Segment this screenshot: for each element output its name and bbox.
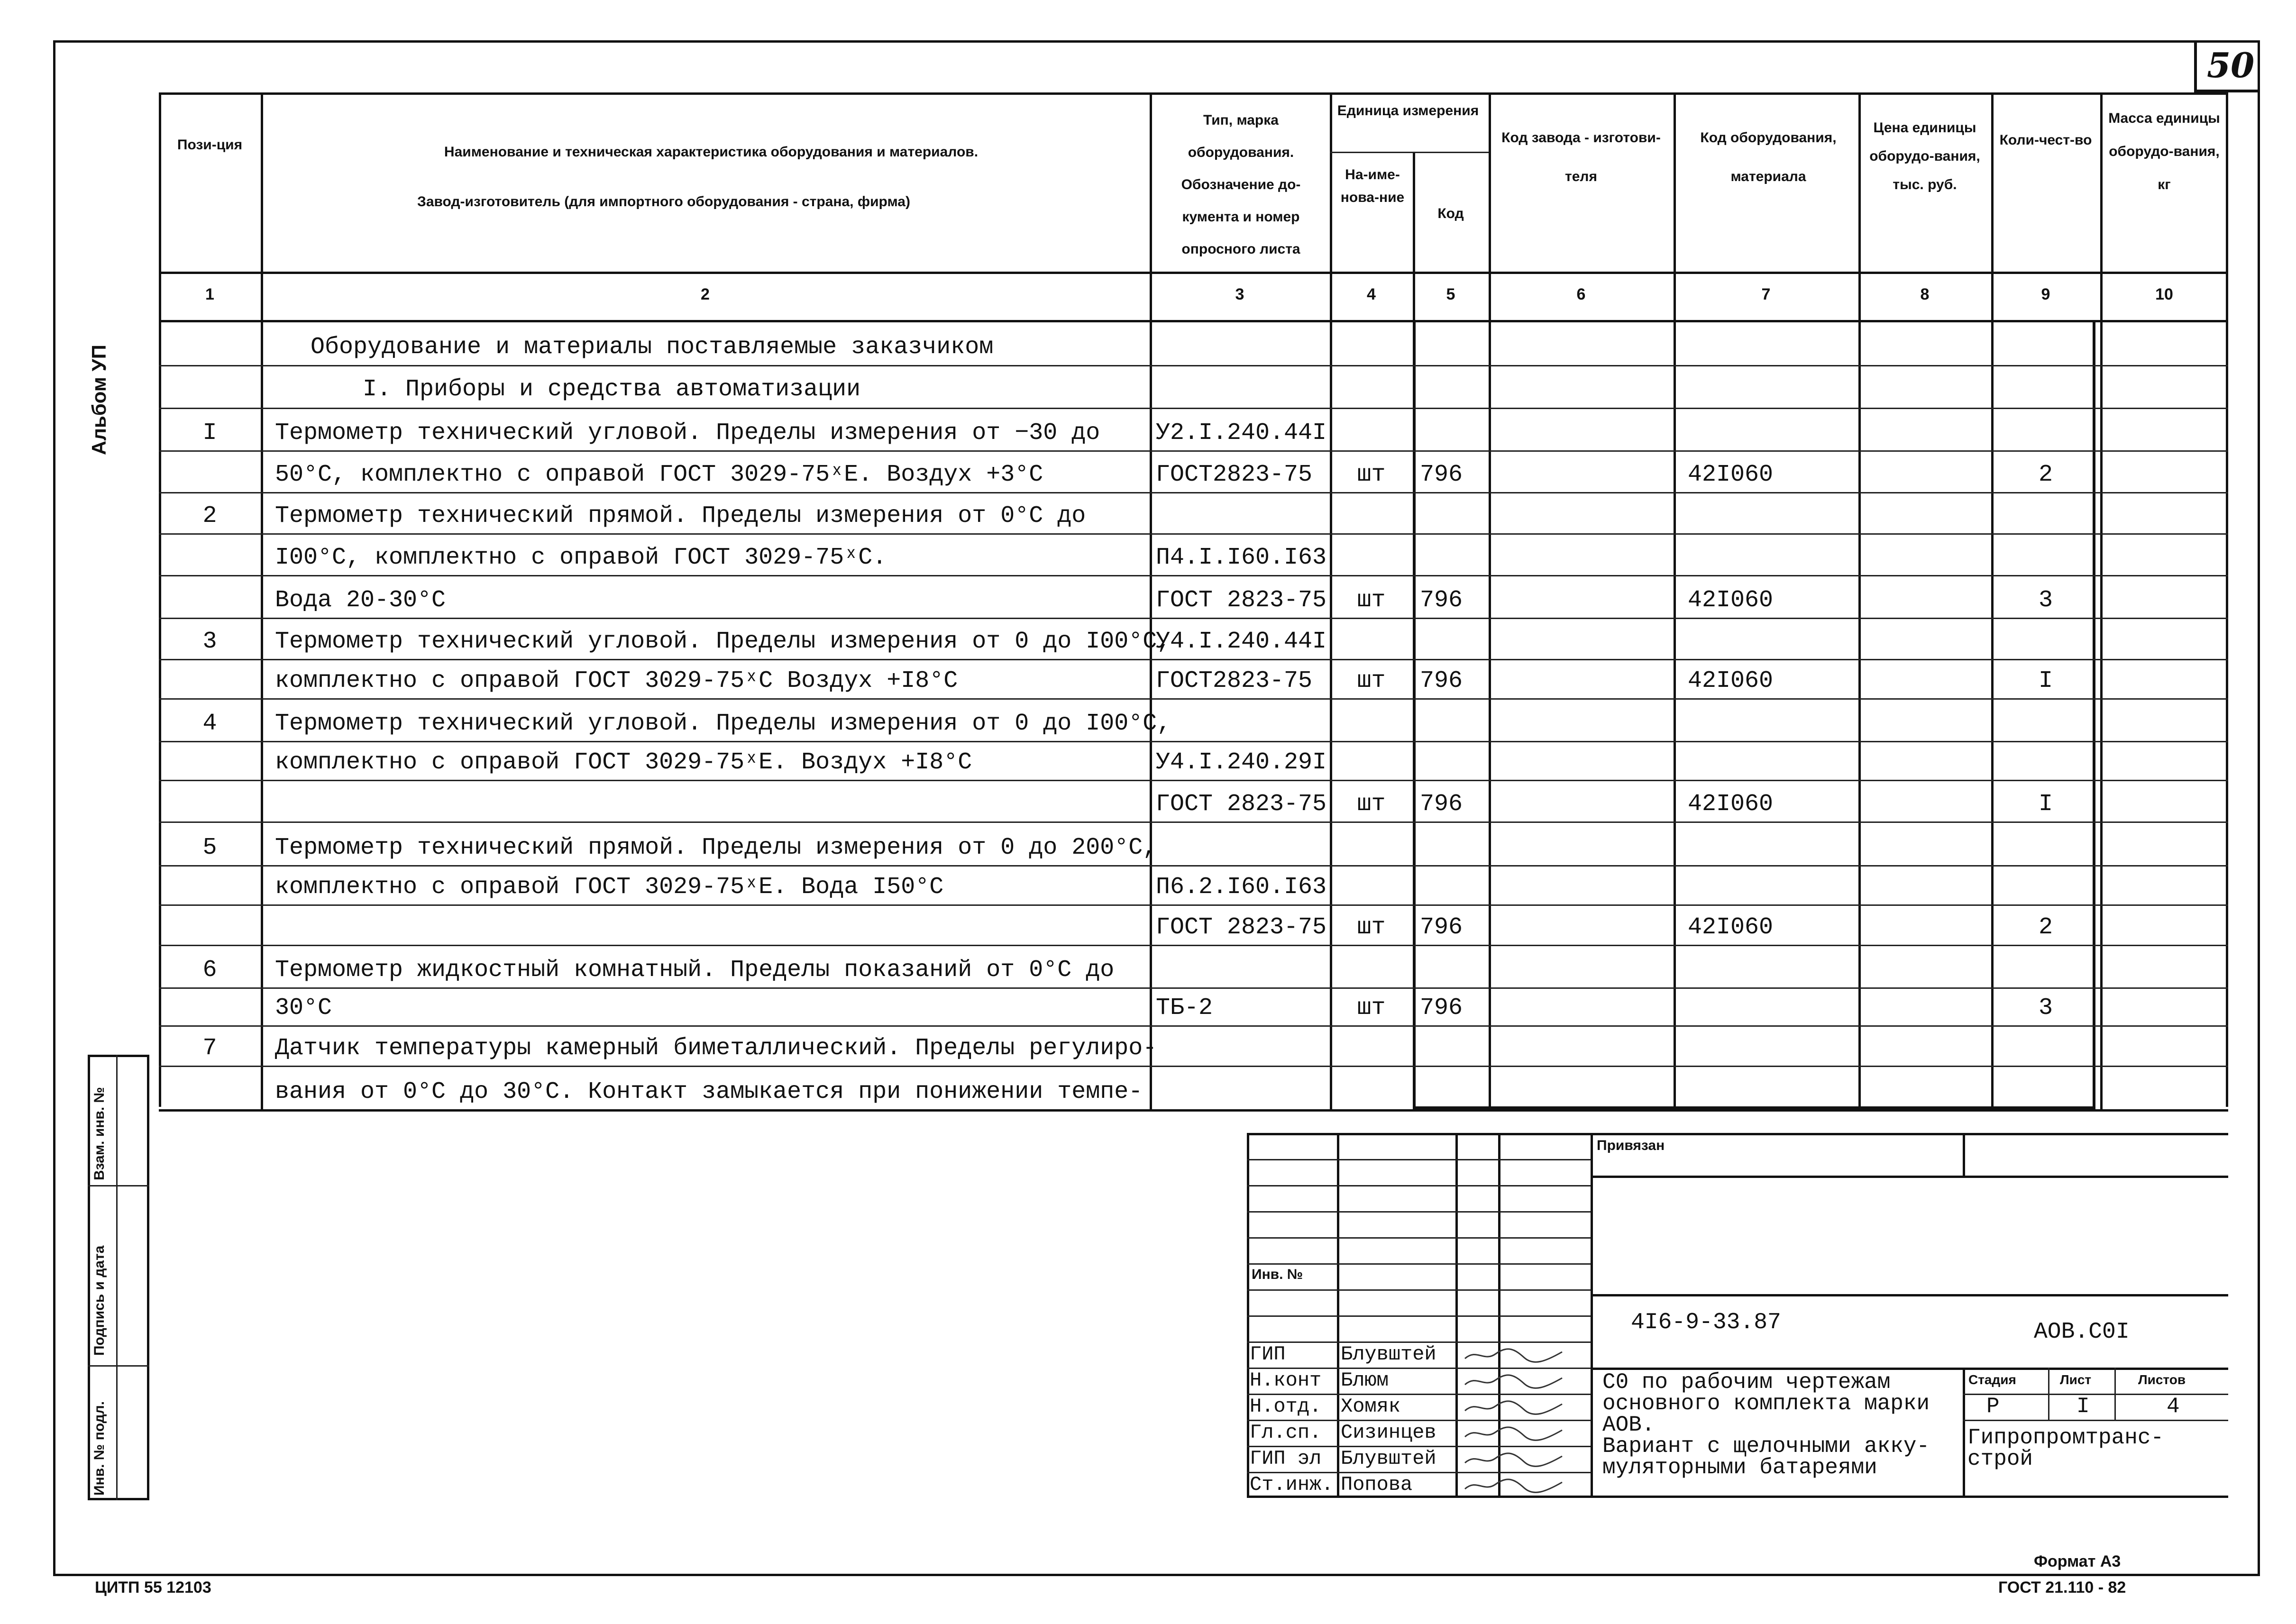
signature-mark	[1463, 1451, 1567, 1468]
row-position: I	[202, 420, 217, 447]
row-position: 2	[202, 502, 217, 529]
row-unit-code: 796	[1420, 791, 1463, 818]
gost-label: ГОСТ 21.110 - 82	[1998, 1578, 2126, 1597]
row-type: ГОСТ 2823-75	[1156, 914, 1327, 941]
row-quantity: 2	[2038, 461, 2053, 488]
row-name: Термометр технический угловой. Пределы измерения от 0 до I00°C,	[275, 710, 1171, 737]
signature-mark	[1463, 1347, 1567, 1363]
row-unit: шт	[1357, 587, 1386, 614]
header-price: Цена единицы оборудо-вания, тыс. руб.	[1869, 120, 1980, 192]
row-position: 4	[202, 710, 217, 737]
format-label: Формат А3	[2034, 1552, 2121, 1570]
signer-role: ГИП	[1250, 1343, 1286, 1366]
header-name: Наименование и техническая характеристика оборудования и материалов.	[444, 144, 979, 160]
row-type: ТБ-2	[1156, 994, 1213, 1022]
row-quantity: 3	[2038, 587, 2053, 614]
row-equipment-code: 42I060	[1688, 914, 1774, 941]
row-position: 5	[202, 834, 217, 861]
signer-role: Гл.сп.	[1250, 1421, 1322, 1444]
row-position: 6	[202, 957, 217, 984]
row-unit-code: 796	[1420, 587, 1463, 614]
header-unit-name: На-име-нова-ние	[1340, 167, 1405, 205]
row-quantity: 2	[2038, 914, 2053, 941]
row-type: ГОСТ 2823-75	[1156, 587, 1327, 614]
sheets-value: 4	[2167, 1394, 2180, 1419]
row-name: Датчик температуры камерный биметаллический. Пределы регулиро-	[275, 1035, 1157, 1062]
inv-no-label: Инв. №	[1252, 1267, 1303, 1282]
colnum-5: 5	[1446, 285, 1455, 303]
description-line-5: муляторными батареями	[1602, 1455, 1877, 1480]
row-name: I00°C, комплектно с оправой ГОСТ 3029-75ˣС.	[275, 544, 887, 571]
row-name: Термометр технический угловой. Пределы измерения от −30 до	[275, 420, 1100, 447]
header-type: Тип, марка оборудования. Обозначение до-кумента и номер опросного листа	[1181, 112, 1301, 257]
colnum-2: 2	[701, 285, 710, 303]
row-type: У2.I.240.44I	[1156, 420, 1327, 447]
stage-value: Р	[1986, 1394, 2000, 1419]
document-mark: АОВ.С0I	[2034, 1319, 2130, 1345]
header-plant-code: Код завода - изготови-теля	[1501, 130, 1661, 184]
header-unit-code: Код	[1437, 206, 1464, 221]
sheet-number: 50	[2207, 45, 2255, 85]
header-manufacturer: Завод-изготовитель (для импортного оборудования - страна, фирма)	[417, 194, 910, 210]
signer-role: ГИП эл	[1250, 1447, 1322, 1470]
colnum-8: 8	[1920, 285, 1930, 303]
colnum-1: 1	[205, 285, 214, 303]
row-name: вания от 0°C до 30°C. Контакт замыкается при понижении темпе-	[275, 1078, 1143, 1105]
organization-line-1: Гипропромтранс-	[1967, 1425, 2164, 1450]
signature-mark	[1463, 1478, 1567, 1494]
row-type: У4.I.240.44I	[1156, 628, 1327, 655]
row-unit: шт	[1357, 667, 1386, 694]
side-stamp-sign: Подпись и дата	[91, 1245, 107, 1356]
description-line-4: Вариант с щелочными акку-	[1602, 1434, 1930, 1459]
row-type: П6.2.I60.I63	[1156, 874, 1327, 901]
signer-name: Блувштей	[1341, 1343, 1436, 1366]
side-stamp-vzam: Взам. инв. №	[91, 1087, 107, 1180]
colnum-3: 3	[1235, 285, 1244, 303]
row-unit-code: 796	[1420, 667, 1463, 694]
row-unit: шт	[1357, 994, 1386, 1022]
row-name: Термометр технический угловой. Пределы измерения от 0 до I00°C,	[275, 628, 1171, 655]
row-name: Термометр технический прямой. Пределы измерения от 0 до 200°C,	[275, 834, 1157, 861]
sheets-label: Листов	[2138, 1372, 2186, 1387]
document-code: 4I6-9-33.87	[1631, 1310, 1781, 1335]
row-name: Вода 20-30°C	[275, 587, 446, 614]
side-stamp-inv: Инв. № подл.	[91, 1401, 107, 1496]
album-label: Альбом УП	[88, 345, 110, 455]
row-equipment-code: 42I060	[1688, 791, 1774, 818]
organization-line-2: строй	[1967, 1447, 2033, 1471]
header-quantity: Коли-чест-во	[1999, 132, 2092, 148]
row-position: 3	[202, 628, 217, 655]
row-type: ГОСТ2823-75	[1156, 461, 1313, 488]
row-type: У4.I.240.29I	[1156, 749, 1327, 776]
row-name: 50°C, комплектно с оправой ГОСТ 3029-75ˣЕ. Воздух +3°C	[275, 461, 1043, 488]
description-line-2: основного комплекта марки	[1602, 1391, 1930, 1416]
row-name: комплектно с оправой ГОСТ 3029-75ˣЕ. Вода I50°C	[275, 874, 944, 901]
colnum-10: 10	[2155, 285, 2173, 303]
row-name: Термометр технический прямой. Пределы измерения от 0°C до	[275, 502, 1086, 529]
header-equipment-code: Код оборудования, материала	[1700, 130, 1837, 184]
row-unit-code: 796	[1420, 994, 1463, 1022]
header-position: Пози-ция	[177, 137, 243, 153]
row-equipment-code: 42I060	[1688, 587, 1774, 614]
row-unit: шт	[1357, 914, 1386, 941]
header-unit: Единица измерения	[1337, 103, 1479, 119]
row-unit-code: 796	[1420, 461, 1463, 488]
signer-name: Блюм	[1341, 1369, 1389, 1392]
section-title: Оборудование и материалы поставляемые заказчиком	[311, 334, 994, 361]
colnum-9: 9	[2041, 285, 2050, 303]
colnum-4: 4	[1367, 285, 1376, 303]
sheet-value: I	[2076, 1394, 2090, 1419]
signer-role: Ст.инж.	[1250, 1473, 1334, 1496]
stage-label: Стадия	[1968, 1372, 2016, 1387]
footer-code: ЦИТП 55 12103	[95, 1578, 211, 1597]
row-name: Термометр жидкостный комнатный. Пределы показаний от 0°C до	[275, 957, 1115, 984]
signer-role: Н.конт	[1250, 1369, 1322, 1392]
row-equipment-code: 42I060	[1688, 667, 1774, 694]
signer-name: Попова	[1341, 1473, 1413, 1496]
row-equipment-code: 42I060	[1688, 461, 1774, 488]
description-line-3: АОВ.	[1602, 1413, 1655, 1437]
row-name: 30°C	[275, 994, 332, 1022]
privyazan-label: Привязан	[1597, 1138, 1665, 1153]
row-quantity: 3	[2038, 994, 2053, 1022]
row-type: П4.I.I60.I63	[1156, 544, 1327, 571]
row-quantity: I	[2038, 791, 2053, 818]
signature-mark	[1463, 1399, 1567, 1415]
header-mass: Масса единицы оборудо-вания, кг	[2108, 110, 2220, 192]
row-unit: шт	[1357, 791, 1386, 818]
signature-mark	[1463, 1373, 1567, 1389]
description-line-1: С0 по рабочим чертежам	[1602, 1370, 1891, 1395]
row-type: ГОСТ 2823-75	[1156, 791, 1327, 818]
row-name: комплектно с оправой ГОСТ 3029-75ˣЕ. Воздух +I8°C	[275, 749, 972, 776]
row-position: 7	[202, 1035, 217, 1062]
row-unit: шт	[1357, 461, 1386, 488]
signer-role: Н.отд.	[1250, 1395, 1322, 1418]
subsection-title: I. Приборы и средства автоматизации	[363, 376, 861, 403]
signer-name: Хомяк	[1341, 1395, 1401, 1418]
row-type: ГОСТ2823-75	[1156, 667, 1313, 694]
row-quantity: I	[2038, 667, 2053, 694]
colnum-6: 6	[1576, 285, 1586, 303]
row-unit-code: 796	[1420, 914, 1463, 941]
sheet-label: Лист	[2060, 1372, 2092, 1387]
row-name: комплектно с оправой ГОСТ 3029-75ˣС Воздух +I8°C	[275, 667, 958, 694]
signer-name: Сизинцев	[1341, 1421, 1436, 1444]
signer-name: Блувштей	[1341, 1447, 1436, 1470]
signature-mark	[1463, 1425, 1567, 1442]
colnum-7: 7	[1761, 285, 1771, 303]
